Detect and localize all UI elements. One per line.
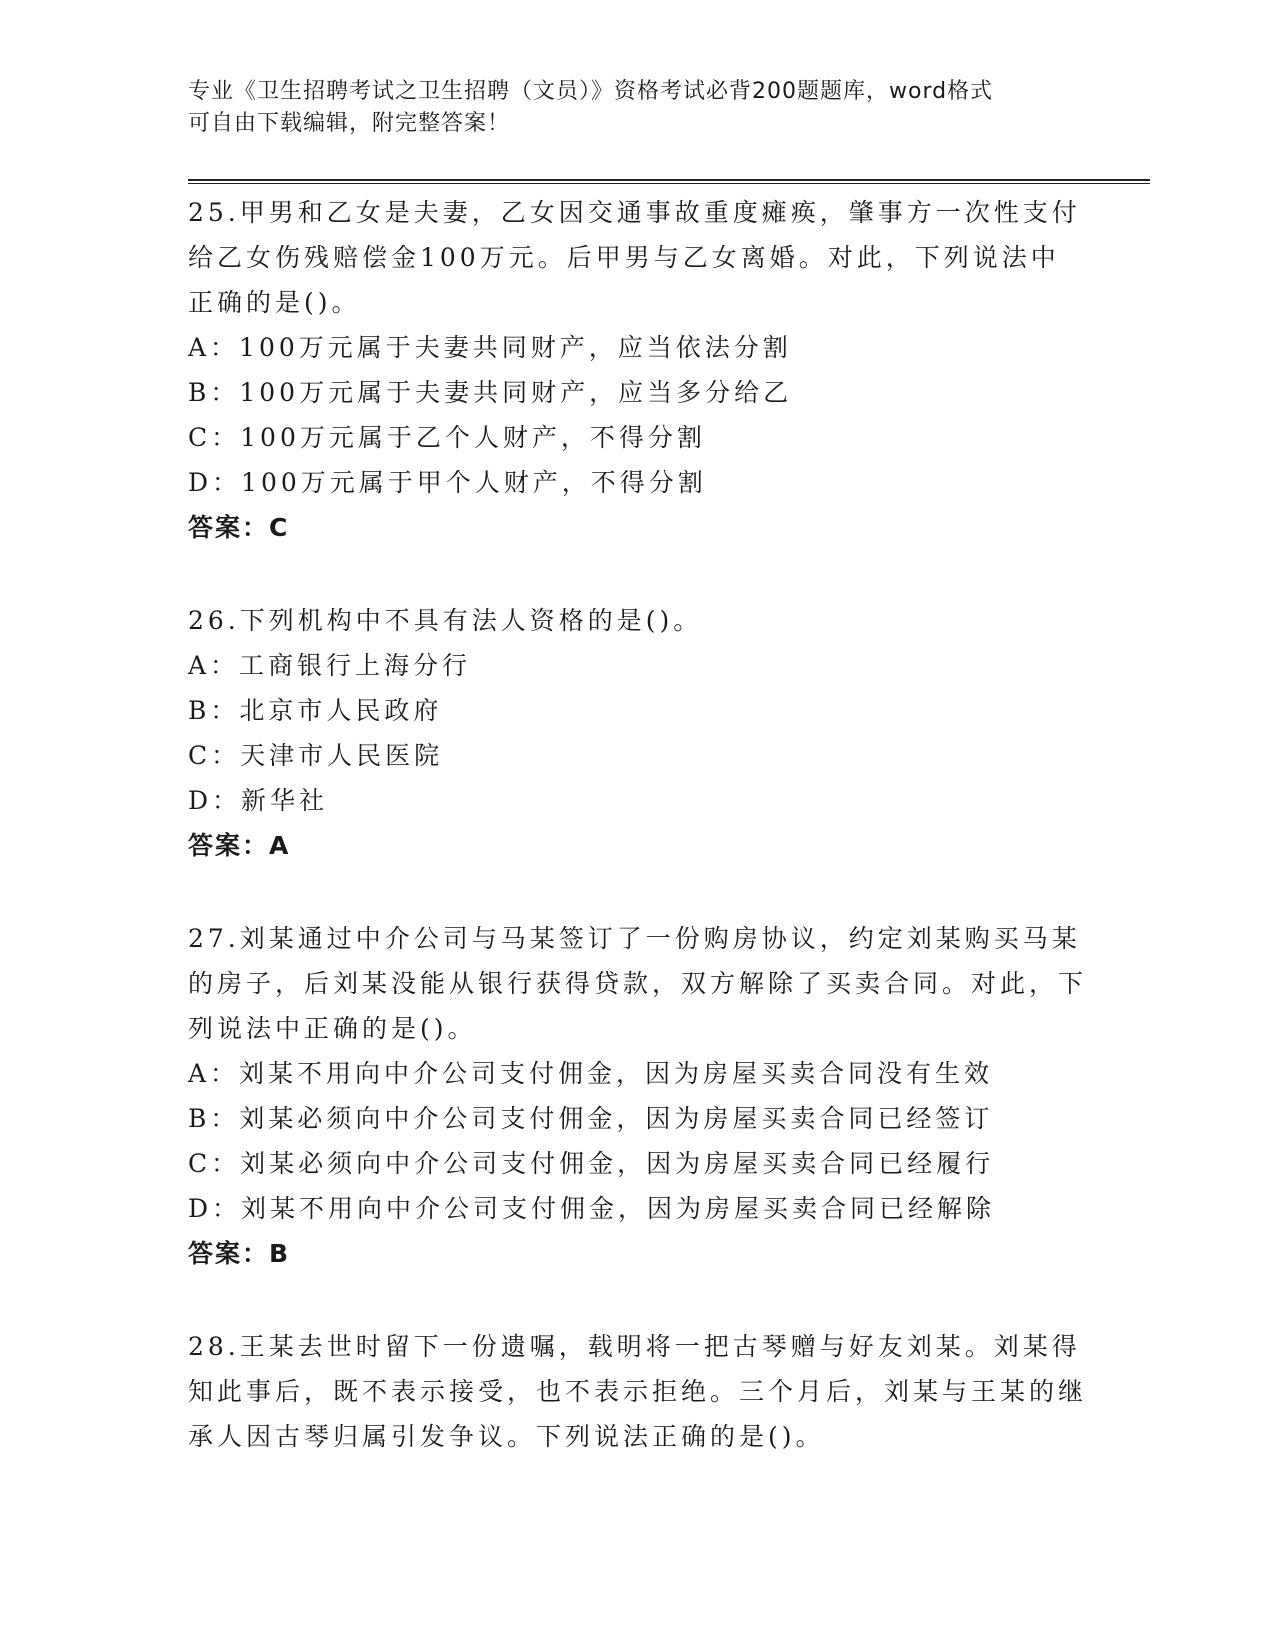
document-header xyxy=(188,76,1088,140)
option-b: B：北京市人民政府 xyxy=(188,696,443,725)
question-26 xyxy=(188,598,1088,868)
question-stem: 25.甲男和乙女是夫妻，乙女因交通事故重度瘫痪，肇事方一次性支付给乙女伤残赔偿金100万元。后甲男与乙女离婚。对此，下列说法中正确的是()。 xyxy=(188,198,1081,317)
option-d: D：新华社 xyxy=(188,786,329,815)
header-line-2: 可自由下载编辑，附完整答案！ xyxy=(188,111,511,136)
option-a: A：100万元属于夫妻共同财产，应当依法分割 xyxy=(188,333,792,362)
option-c: C：100万元属于乙个人财产，不得分割 xyxy=(188,423,706,452)
answer-label: 答案：A xyxy=(188,831,291,860)
option-a: A：工商银行上海分行 xyxy=(188,651,472,680)
option-b: B：100万元属于夫妻共同财产，应当多分给乙 xyxy=(188,378,793,407)
header-divider xyxy=(188,179,1150,184)
question-stem: 26.下列机构中不具有法人资格的是()。 xyxy=(188,606,703,635)
option-c: C：刘某必须向中介公司支付佣金，因为房屋买卖合同已经履行 xyxy=(188,1149,995,1178)
question-stem: 28.王某去世时留下一份遗嘱，载明将一把古琴赠与好友刘某。刘某得知此事后，既不表示接受，也不表示拒绝。三个月后，刘某与王某的继承人因古琴归属引发争议。下列说法正确的是()。 xyxy=(188,1332,1088,1451)
question-list xyxy=(188,190,1088,1507)
answer-label: 答案：B xyxy=(188,1239,291,1268)
option-d: D：100万元属于甲个人财产，不得分割 xyxy=(188,468,707,497)
question-stem: 27.刘某通过中介公司与马某签订了一份购房协议，约定刘某购买马某的房子，后刘某没能从银行获得贷款，双方解除了买卖合同。对此，下列说法中正确的是()。 xyxy=(188,924,1088,1043)
option-c: C：天津市人民医院 xyxy=(188,741,444,770)
question-28 xyxy=(188,1324,1088,1459)
question-27 xyxy=(188,916,1088,1276)
option-a: A：刘某不用向中介公司支付佣金，因为房屋买卖合同没有生效 xyxy=(188,1059,994,1088)
header-line-1: 专业《卫生招聘考试之卫生招聘（文员）》资格考试必背200题题库，word格式 xyxy=(188,79,994,104)
question-25 xyxy=(188,190,1088,550)
option-d: D：刘某不用向中介公司支付佣金，因为房屋买卖合同已经解除 xyxy=(188,1194,996,1223)
answer-label: 答案：C xyxy=(188,513,290,542)
option-b: B：刘某必须向中介公司支付佣金，因为房屋买卖合同已经签订 xyxy=(188,1104,994,1133)
